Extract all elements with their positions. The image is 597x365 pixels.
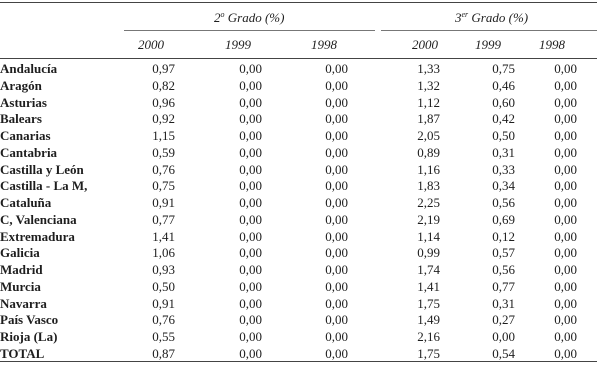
value-cell: 0,00 bbox=[325, 161, 348, 177]
region-name: Cataluña bbox=[0, 195, 52, 210]
value-cell: 0,00 bbox=[239, 195, 262, 210]
region-name: Galicia bbox=[0, 245, 40, 261]
value-cell: 0,00 bbox=[554, 245, 577, 261]
value-cell: 0,00 bbox=[554, 161, 577, 177]
table-row bbox=[0, 95, 597, 112]
value-cell: 0,00 bbox=[554, 329, 577, 344]
header-bottom-rule bbox=[0, 58, 597, 59]
value-cell: 0,00 bbox=[325, 61, 348, 76]
value-cell: 0,82 bbox=[152, 77, 175, 93]
value-cell: 0,00 bbox=[239, 211, 262, 227]
value-cell: 1,32 bbox=[417, 77, 440, 93]
value-cell: 0,00 bbox=[554, 128, 577, 143]
region-name: Navarra bbox=[0, 295, 47, 311]
table-row bbox=[0, 279, 597, 296]
value-cell: 0,77 bbox=[492, 278, 515, 294]
table-top-rule bbox=[0, 2, 597, 3]
value-cell: 2,05 bbox=[417, 128, 440, 143]
region-name: Asturias bbox=[0, 94, 47, 110]
group-header-3rd-grade bbox=[455, 10, 528, 26]
value-cell: 0,00 bbox=[325, 94, 348, 110]
value-cell: 0,00 bbox=[325, 178, 348, 194]
table-row bbox=[0, 145, 597, 162]
value-cell: 0,59 bbox=[152, 144, 175, 160]
value-cell: 0,00 bbox=[239, 278, 262, 294]
table-row bbox=[0, 128, 597, 145]
group-header-2nd-grade-rest: Grado (%) bbox=[224, 10, 285, 25]
value-cell: 0,97 bbox=[152, 61, 175, 76]
group-header-2nd-grade-sup: o bbox=[220, 10, 225, 19]
value-cell: 0,27 bbox=[492, 312, 515, 328]
group-underline-3rd-grade bbox=[381, 30, 597, 31]
table-row bbox=[0, 61, 597, 78]
value-cell: 0,56 bbox=[492, 262, 515, 277]
value-cell: 0,92 bbox=[152, 111, 175, 127]
value-cell: 0,55 bbox=[152, 329, 175, 344]
value-cell: 0,89 bbox=[417, 144, 440, 160]
value-cell: 0,00 bbox=[325, 128, 348, 143]
value-cell: 0,00 bbox=[325, 144, 348, 160]
value-cell: 0,00 bbox=[239, 178, 262, 194]
group-header-3rd-grade-base: 3 bbox=[455, 10, 462, 25]
table-row bbox=[0, 329, 597, 346]
value-cell: 0,91 bbox=[152, 295, 175, 311]
value-cell: 0,57 bbox=[492, 245, 515, 261]
group-header-3rd-grade-rest: Grado (%) bbox=[468, 10, 529, 25]
table-row bbox=[0, 162, 597, 179]
value-cell: 0,50 bbox=[152, 278, 175, 294]
region-name: Rioja (La) bbox=[0, 329, 58, 344]
value-cell: 0,00 bbox=[554, 262, 577, 277]
value-cell: 1,74 bbox=[417, 262, 440, 277]
group-header-3rd-grade-sup: er bbox=[461, 10, 469, 19]
value-cell: 0,00 bbox=[239, 61, 262, 76]
year-header: 2000 bbox=[138, 37, 164, 52]
value-cell: 1,16 bbox=[417, 161, 440, 177]
table-row bbox=[0, 111, 597, 128]
value-cell: 0,00 bbox=[239, 111, 262, 127]
value-cell: 0,00 bbox=[325, 245, 348, 261]
region-name: Castilla y León bbox=[0, 161, 84, 177]
year-header: 1999 bbox=[225, 37, 251, 52]
value-cell: 0,00 bbox=[325, 278, 348, 294]
value-cell: 0,00 bbox=[325, 262, 348, 277]
table-row bbox=[0, 312, 597, 329]
value-cell: 0,96 bbox=[152, 94, 175, 110]
value-cell: 0,76 bbox=[152, 312, 175, 328]
value-cell: 2,19 bbox=[417, 211, 440, 227]
value-cell: 0,00 bbox=[554, 278, 577, 294]
value-cell: 0,00 bbox=[239, 329, 262, 344]
value-cell: 0,00 bbox=[239, 262, 262, 277]
value-cell: 0,00 bbox=[325, 195, 348, 210]
value-cell: 0,00 bbox=[239, 312, 262, 328]
region-name: País Vasco bbox=[0, 312, 59, 328]
year-header: 1998 bbox=[539, 37, 565, 52]
value-cell: 1,15 bbox=[152, 128, 175, 143]
value-cell: 0,75 bbox=[492, 61, 515, 76]
value-cell: 0,60 bbox=[492, 94, 515, 110]
value-cell: 0,00 bbox=[239, 161, 262, 177]
table-row bbox=[0, 229, 597, 246]
value-cell: 0,00 bbox=[554, 144, 577, 160]
value-cell: 0,75 bbox=[152, 178, 175, 194]
value-cell: 0,00 bbox=[239, 245, 262, 261]
value-cell: 1,41 bbox=[417, 278, 440, 294]
region-name: TOTAL bbox=[0, 345, 45, 361]
value-cell: 0,00 bbox=[554, 211, 577, 227]
table-row bbox=[0, 296, 597, 313]
value-cell: 1,75 bbox=[417, 295, 440, 311]
region-name: Extremadura bbox=[0, 228, 75, 244]
region-name: Aragón bbox=[0, 77, 42, 93]
region-name: C, Valenciana bbox=[0, 211, 77, 227]
value-cell: 0,54 bbox=[492, 345, 515, 361]
region-name: Canarias bbox=[0, 128, 51, 143]
value-cell: 0,00 bbox=[554, 111, 577, 127]
value-cell: 0,00 bbox=[325, 77, 348, 93]
value-cell: 0,33 bbox=[492, 161, 515, 177]
value-cell: 0,00 bbox=[554, 228, 577, 244]
group-header-2nd-grade-base: 2 bbox=[214, 10, 221, 25]
value-cell: 0,00 bbox=[554, 178, 577, 194]
value-cell: 0,12 bbox=[492, 228, 515, 244]
region-name: Andalucía bbox=[0, 61, 58, 76]
value-cell: 1,87 bbox=[417, 111, 440, 127]
year-header: 1998 bbox=[311, 37, 337, 52]
group-underline-2nd-grade bbox=[124, 30, 375, 31]
value-cell: 0,91 bbox=[152, 195, 175, 210]
value-cell: 0,77 bbox=[152, 211, 175, 227]
table-row bbox=[0, 178, 597, 195]
value-cell: 0,31 bbox=[492, 295, 515, 311]
region-name: Castilla - La M, bbox=[0, 178, 88, 194]
value-cell: 1,12 bbox=[417, 94, 440, 110]
value-cell: 0,00 bbox=[554, 61, 577, 76]
value-cell: 0,34 bbox=[492, 178, 515, 194]
value-cell: 0,87 bbox=[152, 345, 175, 361]
value-cell: 0,00 bbox=[325, 295, 348, 311]
value-cell: 0,00 bbox=[325, 228, 348, 244]
value-cell: 0,93 bbox=[152, 262, 175, 277]
value-cell: 0,00 bbox=[554, 77, 577, 93]
year-header: 2000 bbox=[412, 37, 438, 52]
value-cell: 0,46 bbox=[492, 77, 515, 93]
value-cell: 0,00 bbox=[554, 195, 577, 210]
value-cell: 0,00 bbox=[325, 329, 348, 344]
value-cell: 0,00 bbox=[554, 295, 577, 311]
value-cell: 0,00 bbox=[554, 94, 577, 110]
table-row bbox=[0, 78, 597, 95]
value-cell: 0,00 bbox=[492, 329, 515, 344]
value-cell: 0,99 bbox=[417, 245, 440, 261]
table-row bbox=[0, 212, 597, 229]
value-cell: 0,76 bbox=[152, 161, 175, 177]
value-cell: 0,00 bbox=[325, 312, 348, 328]
value-cell: 0,31 bbox=[492, 144, 515, 160]
value-cell: 1,14 bbox=[417, 228, 440, 244]
value-cell: 0,00 bbox=[554, 345, 577, 361]
table-row bbox=[0, 245, 597, 262]
value-cell: 0,00 bbox=[239, 77, 262, 93]
value-cell: 2,25 bbox=[417, 195, 440, 210]
value-cell: 1,33 bbox=[417, 61, 440, 76]
region-name: Murcia bbox=[0, 278, 41, 294]
value-cell: 0,00 bbox=[239, 228, 262, 244]
value-cell: 0,69 bbox=[492, 211, 515, 227]
value-cell: 1,06 bbox=[152, 245, 175, 261]
value-cell: 0,00 bbox=[325, 111, 348, 127]
table-row bbox=[0, 195, 597, 212]
value-cell: 0,00 bbox=[239, 345, 262, 361]
table-bottom-rule bbox=[0, 361, 597, 362]
value-cell: 0,42 bbox=[492, 111, 515, 127]
value-cell: 0,56 bbox=[492, 195, 515, 210]
value-cell: 1,83 bbox=[417, 178, 440, 194]
region-name: Cantabria bbox=[0, 144, 58, 160]
value-cell: 1,41 bbox=[152, 228, 175, 244]
value-cell: 0,00 bbox=[325, 345, 348, 361]
value-cell: 1,49 bbox=[417, 312, 440, 328]
value-cell: 0,00 bbox=[325, 211, 348, 227]
year-header: 1999 bbox=[475, 37, 501, 52]
value-cell: 1,75 bbox=[417, 345, 440, 361]
table-row bbox=[0, 262, 597, 279]
value-cell: 2,16 bbox=[417, 329, 440, 344]
value-cell: 0,00 bbox=[239, 144, 262, 160]
value-cell: 0,00 bbox=[239, 94, 262, 110]
value-cell: 0,50 bbox=[492, 128, 515, 143]
region-name: Balears bbox=[0, 111, 42, 127]
region-name: Madrid bbox=[0, 262, 43, 277]
group-header-2nd-grade bbox=[214, 10, 284, 26]
value-cell: 0,00 bbox=[239, 128, 262, 143]
value-cell: 0,00 bbox=[554, 312, 577, 328]
value-cell: 0,00 bbox=[239, 295, 262, 311]
